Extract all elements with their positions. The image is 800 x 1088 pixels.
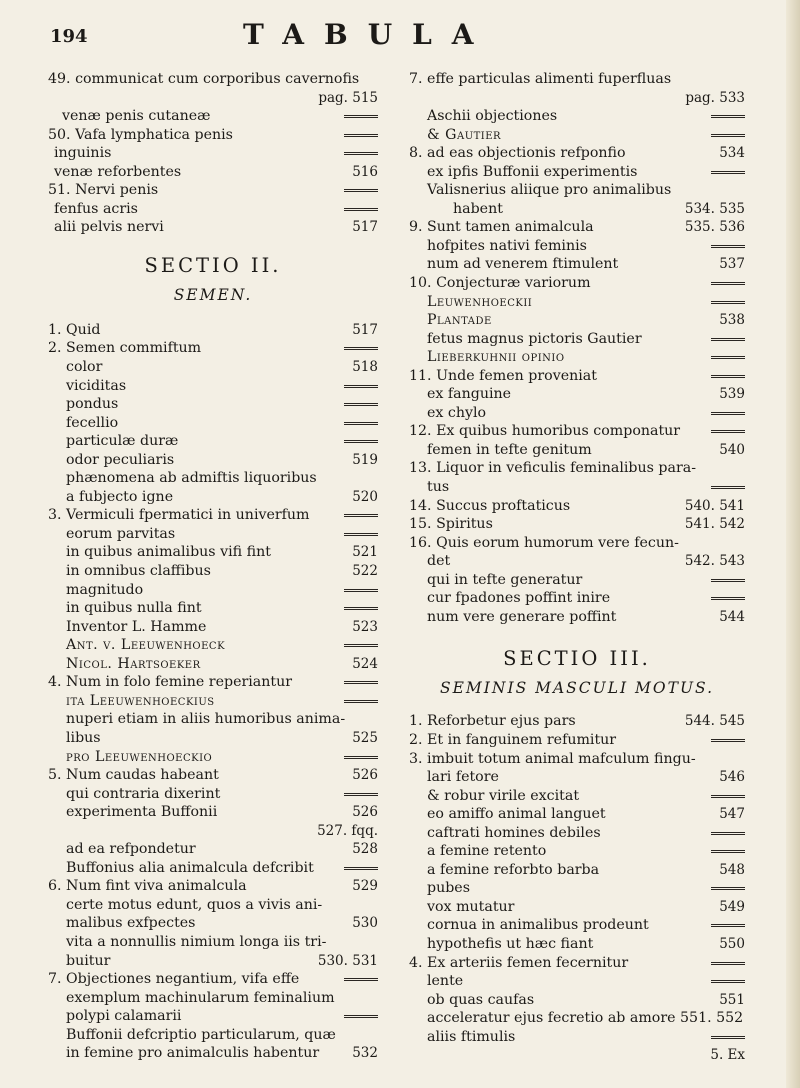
page-reference: 525 (352, 729, 378, 746)
entry-text: 3. Vermiculi fpermatici in univerfum (48, 507, 310, 524)
entry-text: hypothefis ut hæc fiant (427, 935, 594, 952)
entry-text: 15. Spiritus (409, 516, 493, 533)
entry-text: qui contraria dixerint (66, 785, 221, 802)
entry-text: qui in tefte generatur (427, 571, 583, 588)
entry-text: a femine retento (427, 843, 547, 860)
index-entry (409, 237, 745, 256)
ditto-rule (344, 347, 378, 350)
index-entry (409, 107, 745, 126)
index-entry (48, 729, 378, 748)
page-edge (786, 0, 800, 1088)
running-title: TABULA (243, 18, 494, 51)
index-entry (409, 70, 745, 89)
page-number: 194 (50, 26, 88, 47)
entry-text: 7. effe particulas alimenti fuperfluas (409, 71, 672, 87)
index-entry (409, 404, 745, 423)
index-entry (48, 451, 378, 470)
index-entry (48, 859, 378, 878)
entry-text: buitur (66, 952, 111, 969)
index-entry (409, 842, 745, 861)
page-reference: 526 (352, 767, 378, 784)
page-reference: 534 (719, 145, 745, 162)
entry-text: 1. Quid (48, 321, 101, 338)
entry-text: 1. Reforbetur ejus pars (409, 713, 576, 730)
ditto-rule (711, 597, 745, 600)
entry-text: Plantade (427, 312, 492, 329)
entry-text: pro Leeuwenhoeckio (66, 748, 213, 765)
index-entry (48, 655, 378, 674)
page-reference: 528 (352, 841, 378, 858)
entry-text: 49. communicat cum corporibus cavernofis (48, 71, 360, 87)
entry-text: 50. Vafa lymphatica penis (48, 126, 233, 143)
page-reference: 539 (719, 386, 745, 403)
index-entry (48, 636, 378, 655)
page-reference: 540. 541 (684, 497, 745, 514)
entry-text: ob quas caufas (427, 991, 535, 1008)
index-entry (48, 952, 378, 971)
ditto-rule (344, 681, 378, 684)
index-entry (48, 377, 378, 396)
entry-text: Aschii objectiones (427, 108, 558, 125)
entry-text: malibus exfpectes (66, 915, 196, 932)
entry-text: 12. Ex quibus humoribus componatur (409, 423, 681, 440)
index-entry (409, 954, 745, 973)
entry-text: libus (66, 729, 101, 746)
page-reference: 550 (719, 935, 745, 952)
entry-text: 10. Conjecturæ variorum (409, 275, 591, 292)
index-entry (48, 432, 378, 451)
index-entry (48, 144, 378, 163)
index-column-right (409, 70, 745, 1065)
index-entry (409, 348, 745, 367)
ditto-rule (711, 282, 745, 285)
entry-text: nuperi etiam in aliis humoribus anima- (66, 711, 346, 728)
index-entry (409, 163, 745, 182)
entry-text: vita a nonnullis nimium longa iis tri- (66, 933, 327, 950)
entry-text: fecellio (66, 414, 119, 431)
entry-text: 6. Num fint viva animalcula (48, 878, 247, 895)
entry-text: particulæ duræ (66, 433, 179, 450)
page-reference: 548 (719, 861, 745, 878)
index-entry (48, 933, 378, 952)
ditto-rule (344, 514, 378, 517)
page-reference: 516 (352, 163, 378, 180)
index-entry (48, 506, 378, 525)
ditto-rule (344, 1015, 378, 1018)
entry-text: ad ea refpondetur (66, 841, 196, 858)
entry-text: det (427, 553, 451, 570)
index-entry (48, 163, 378, 182)
entry-text: a femine reforbto barba (427, 861, 600, 878)
entry-text: hofpites nativi feminis (427, 237, 587, 254)
index-entry (409, 422, 745, 441)
entry-text: polypi calamarii (66, 1008, 182, 1025)
index-entry (409, 1046, 745, 1065)
page-reference: 532 (352, 1045, 378, 1062)
entry-text: in femine pro animalculis habentur (66, 1045, 320, 1062)
ditto-rule (711, 832, 745, 835)
entry-text: & Gautier (427, 126, 502, 143)
entry-text: & robur virile excitat (427, 787, 580, 804)
entry-text: tus (427, 479, 450, 496)
ditto-rule (711, 980, 745, 983)
ditto-rule (344, 607, 378, 610)
page-reference: 523 (352, 618, 378, 635)
ditto-rule (344, 115, 378, 118)
section-subheading: SEMEN. (173, 285, 253, 304)
page-reference: 521 (352, 544, 378, 561)
index-entry (409, 181, 745, 200)
ditto-rule (711, 375, 745, 378)
index-entry (48, 395, 378, 414)
index-entry (409, 608, 745, 627)
index-entry (409, 552, 745, 571)
page-reference: 518 (352, 359, 378, 376)
entry-text: aliis ftimulis (427, 1028, 516, 1045)
ditto-rule (344, 152, 378, 155)
entry-text: 3. imbuit totum animal mafculum fingu- (409, 750, 696, 767)
index-entry (409, 497, 745, 516)
index-entry (48, 785, 378, 804)
page-reference: 5. Ex (710, 1047, 745, 1064)
index-entry (48, 1026, 378, 1045)
index-entry (409, 787, 745, 806)
entry-text: 51. Nervi penis (48, 182, 159, 199)
index-entry (48, 218, 378, 237)
entry-text: in quibus nulla fint (66, 600, 202, 617)
entry-text: eo amiffo animal languet (427, 806, 606, 823)
index-entry (409, 805, 745, 824)
ditto-rule (344, 385, 378, 388)
entry-text: certe motus edunt, quos a vivis ani- (66, 896, 323, 913)
section-heading: SECTIO III. (503, 647, 651, 671)
index-entry (409, 330, 745, 349)
page-reference: 529 (352, 878, 378, 895)
entry-text: a fubjecto igne (66, 488, 174, 505)
ditto-rule (711, 245, 745, 248)
ditto-rule (344, 189, 378, 192)
entry-text: Buffonius alia animalcula defcribit (66, 859, 314, 876)
index-entry (48, 710, 378, 729)
page-reference: 517 (352, 219, 378, 236)
page-reference: pag. 533 (685, 89, 745, 106)
entry-text: in omnibus claffibus (66, 563, 211, 580)
index-entry (409, 274, 745, 293)
entry-text: 8. ad eas objectionis refponfio (409, 145, 626, 162)
entry-text: Valisnerius aliique pro animalibus (427, 182, 672, 199)
page-reference: 547 (719, 806, 745, 823)
ditto-rule (711, 924, 745, 927)
ditto-rule (344, 134, 378, 137)
index-entry (48, 543, 378, 562)
index-entry (48, 181, 378, 200)
entry-text: eorum parvitas (66, 525, 176, 542)
ditto-rule (344, 700, 378, 703)
index-entry (48, 200, 378, 219)
entry-text: 9. Sunt tamen animalcula (409, 219, 594, 236)
entry-text: phænomena ab admiftis liquoribus (66, 470, 317, 487)
entry-text: pondus (66, 396, 119, 413)
entry-text: pubes (427, 880, 470, 897)
page-reference: 551 (719, 991, 745, 1008)
ditto-rule (344, 533, 378, 536)
ditto-rule (344, 793, 378, 796)
index-entry (48, 599, 378, 618)
index-entry (409, 218, 745, 237)
entry-text: cur fpadones poffint inire (427, 590, 611, 607)
ditto-rule (711, 850, 745, 853)
page-reference: 534. 535 (684, 200, 745, 217)
page-reference: 542. 543 (684, 553, 745, 570)
entry-text: ita Leeuwenhoeckius (66, 692, 215, 709)
entry-text: num ad venerem ftimulent (427, 256, 619, 273)
page-reference: 524 (352, 655, 378, 672)
index-entry (409, 144, 745, 163)
ditto-rule (344, 644, 378, 647)
entry-text: lari fetore (427, 769, 499, 786)
entry-text: viciditas (66, 377, 127, 394)
entry-text: exemplum machinularum feminalium (66, 989, 335, 1006)
page-reference: 535. 536 (684, 219, 745, 236)
index-entry (409, 367, 745, 386)
page-reference: 527. fqq. (317, 822, 378, 839)
index-entry (48, 766, 378, 785)
section-heading: SECTIO II. (144, 253, 282, 277)
index-entry (409, 824, 745, 843)
page-reference: 517 (352, 321, 378, 338)
index-entry (48, 748, 378, 767)
entry-text: acceleratur ejus fecretio ab amore 551. 552 (427, 1010, 744, 1027)
entry-text: caftrati homines debiles (427, 824, 601, 841)
index-entry (409, 898, 745, 917)
ditto-rule (711, 301, 745, 304)
index-entry (48, 803, 378, 822)
ditto-rule (711, 134, 745, 137)
entry-text: ex ipfis Buffonii experimentis (427, 163, 638, 180)
entry-text: alii pelvis nervi (54, 219, 164, 236)
index-entry (48, 358, 378, 377)
index-entry (409, 1028, 745, 1047)
page-reference: 544. 545 (684, 713, 745, 730)
index-entry (48, 822, 378, 841)
entry-text: fenfus acris (54, 200, 138, 217)
index-entry (409, 916, 745, 935)
index-entry (409, 571, 745, 590)
entry-text: Nicol. Hartsoeker (66, 655, 201, 672)
index-entry (409, 515, 745, 534)
page-reference: 540 (719, 441, 745, 458)
index-entry (409, 534, 745, 553)
entry-text: 14. Succus proftaticus (409, 497, 571, 514)
index-entry (48, 469, 378, 488)
page-reference: 544 (719, 608, 745, 625)
index-entry (409, 879, 745, 898)
ditto-rule (344, 978, 378, 981)
index-entry (48, 525, 378, 544)
ditto-rule (711, 887, 745, 890)
ditto-rule (711, 356, 745, 359)
index-entry (48, 70, 378, 89)
entry-text: in quibus animalibus vifi fint (66, 544, 271, 561)
page-reference: 537 (719, 256, 745, 273)
index-entry (409, 935, 745, 954)
entry-text: habent (453, 200, 503, 217)
page-reference: 549 (719, 898, 745, 915)
page-reference: 522 (352, 563, 378, 580)
index-entry (48, 321, 378, 340)
entry-text: odor peculiaris (66, 451, 175, 468)
page-reference: 526 (352, 804, 378, 821)
index-entry (409, 200, 745, 219)
entry-text: 4. Num in folo femine reperiantur (48, 674, 293, 691)
entry-text: cornua in animalibus prodeunt (427, 917, 649, 934)
ditto-rule (711, 486, 745, 489)
index-entry (409, 768, 745, 787)
index-entry (409, 861, 745, 880)
entry-text: 13. Liquor in veficulis feminalibus para- (409, 460, 696, 477)
index-entry (48, 581, 378, 600)
entry-text: 7. Objectiones negantium, vifa effe (48, 971, 300, 988)
entry-text: ex fanguine (427, 386, 512, 403)
entry-text: fetus magnus pictoris Gautier (427, 330, 642, 347)
entry-text: vox mutatur (427, 898, 515, 915)
entry-text: 16. Quis eorum humorum vere fecun- (409, 534, 679, 551)
entry-text: num vere generare poffint (427, 608, 617, 625)
entry-text: experimenta Buffonii (66, 804, 218, 821)
entry-text: Lieberkuhnii opinio (427, 349, 565, 366)
index-entry (409, 991, 745, 1010)
index-entry (48, 673, 378, 692)
index-entry (48, 692, 378, 711)
entry-text: venæ reforbentes (54, 163, 182, 180)
entry-text: 2. Semen commiftum (48, 340, 202, 357)
ditto-rule (711, 1036, 745, 1039)
ditto-rule (344, 422, 378, 425)
ditto-rule (711, 579, 745, 582)
index-entry (409, 589, 745, 608)
index-entry (48, 1007, 378, 1026)
index-entry (48, 970, 378, 989)
section-subheading: SEMINIS MASCULI MOTUS. (439, 679, 715, 698)
page-reference: 546 (719, 769, 745, 786)
index-entry (409, 478, 745, 497)
ditto-rule (711, 962, 745, 965)
index-entry (409, 750, 745, 769)
entry-text: 11. Unde femen proveniat (409, 367, 597, 384)
index-entry (409, 385, 745, 404)
ditto-rule (344, 208, 378, 211)
page-reference: 530. 531 (317, 952, 378, 969)
index-entry (409, 255, 745, 274)
ditto-rule (344, 756, 378, 759)
index-column-left (48, 70, 378, 1063)
index-entry (409, 441, 745, 460)
entry-text: lente (427, 973, 464, 990)
index-entry (48, 840, 378, 859)
index-entry (48, 562, 378, 581)
entry-text: Leuwenhoeckii (427, 293, 533, 310)
ditto-rule (344, 440, 378, 443)
index-entry (48, 414, 378, 433)
entry-text: 5. Num caudas habeant (48, 767, 219, 784)
entry-text: 4. Ex arteriis femen fecernitur (409, 954, 629, 971)
page-reference: 541. 542 (684, 516, 745, 533)
entry-text: Inventor L. Hamme (66, 618, 207, 635)
index-entry (409, 1009, 745, 1028)
index-entry (48, 914, 378, 933)
index-entry (48, 618, 378, 637)
index-entry (409, 89, 745, 108)
entry-text: magnitudo (66, 581, 144, 598)
index-entry (48, 896, 378, 915)
ditto-rule (344, 403, 378, 406)
index-entry (409, 293, 745, 312)
ditto-rule (711, 795, 745, 798)
page-reference: 538 (719, 312, 745, 329)
ditto-rule (711, 430, 745, 433)
index-entry (48, 126, 378, 145)
entry-text: venæ penis cutaneæ (62, 108, 211, 125)
page-reference: pag. 515 (318, 89, 378, 106)
ditto-rule (711, 338, 745, 341)
page-reference: 519 (352, 451, 378, 468)
index-entry (48, 877, 378, 896)
ditto-rule (711, 739, 745, 742)
index-entry (48, 488, 378, 507)
entry-text: femen in tefte genitum (427, 441, 592, 458)
ditto-rule (711, 412, 745, 415)
index-entry (409, 459, 745, 478)
page-reference: 520 (352, 488, 378, 505)
entry-text: 2. Et in fanguinem refumitur (409, 731, 617, 748)
entry-text: Buffonii defcriptio particularum, quæ (66, 1026, 336, 1043)
index-entry (48, 1044, 378, 1063)
ditto-rule (344, 589, 378, 592)
index-entry (409, 712, 745, 731)
entry-text: color (66, 359, 103, 376)
ditto-rule (344, 867, 378, 870)
page-reference: 530 (352, 915, 378, 932)
index-entry (409, 731, 745, 750)
ditto-rule (711, 171, 745, 174)
entry-text: inguinis (54, 145, 112, 162)
entry-text: Ant. v. Leeuwenhoeck (66, 637, 226, 654)
index-entry (409, 972, 745, 991)
index-entry (48, 989, 378, 1008)
index-entry (409, 126, 745, 145)
ditto-rule (711, 115, 745, 118)
index-entry (48, 339, 378, 358)
index-entry (48, 89, 378, 108)
index-entry (48, 107, 378, 126)
index-entry (409, 311, 745, 330)
entry-text: ex chylo (427, 404, 487, 421)
